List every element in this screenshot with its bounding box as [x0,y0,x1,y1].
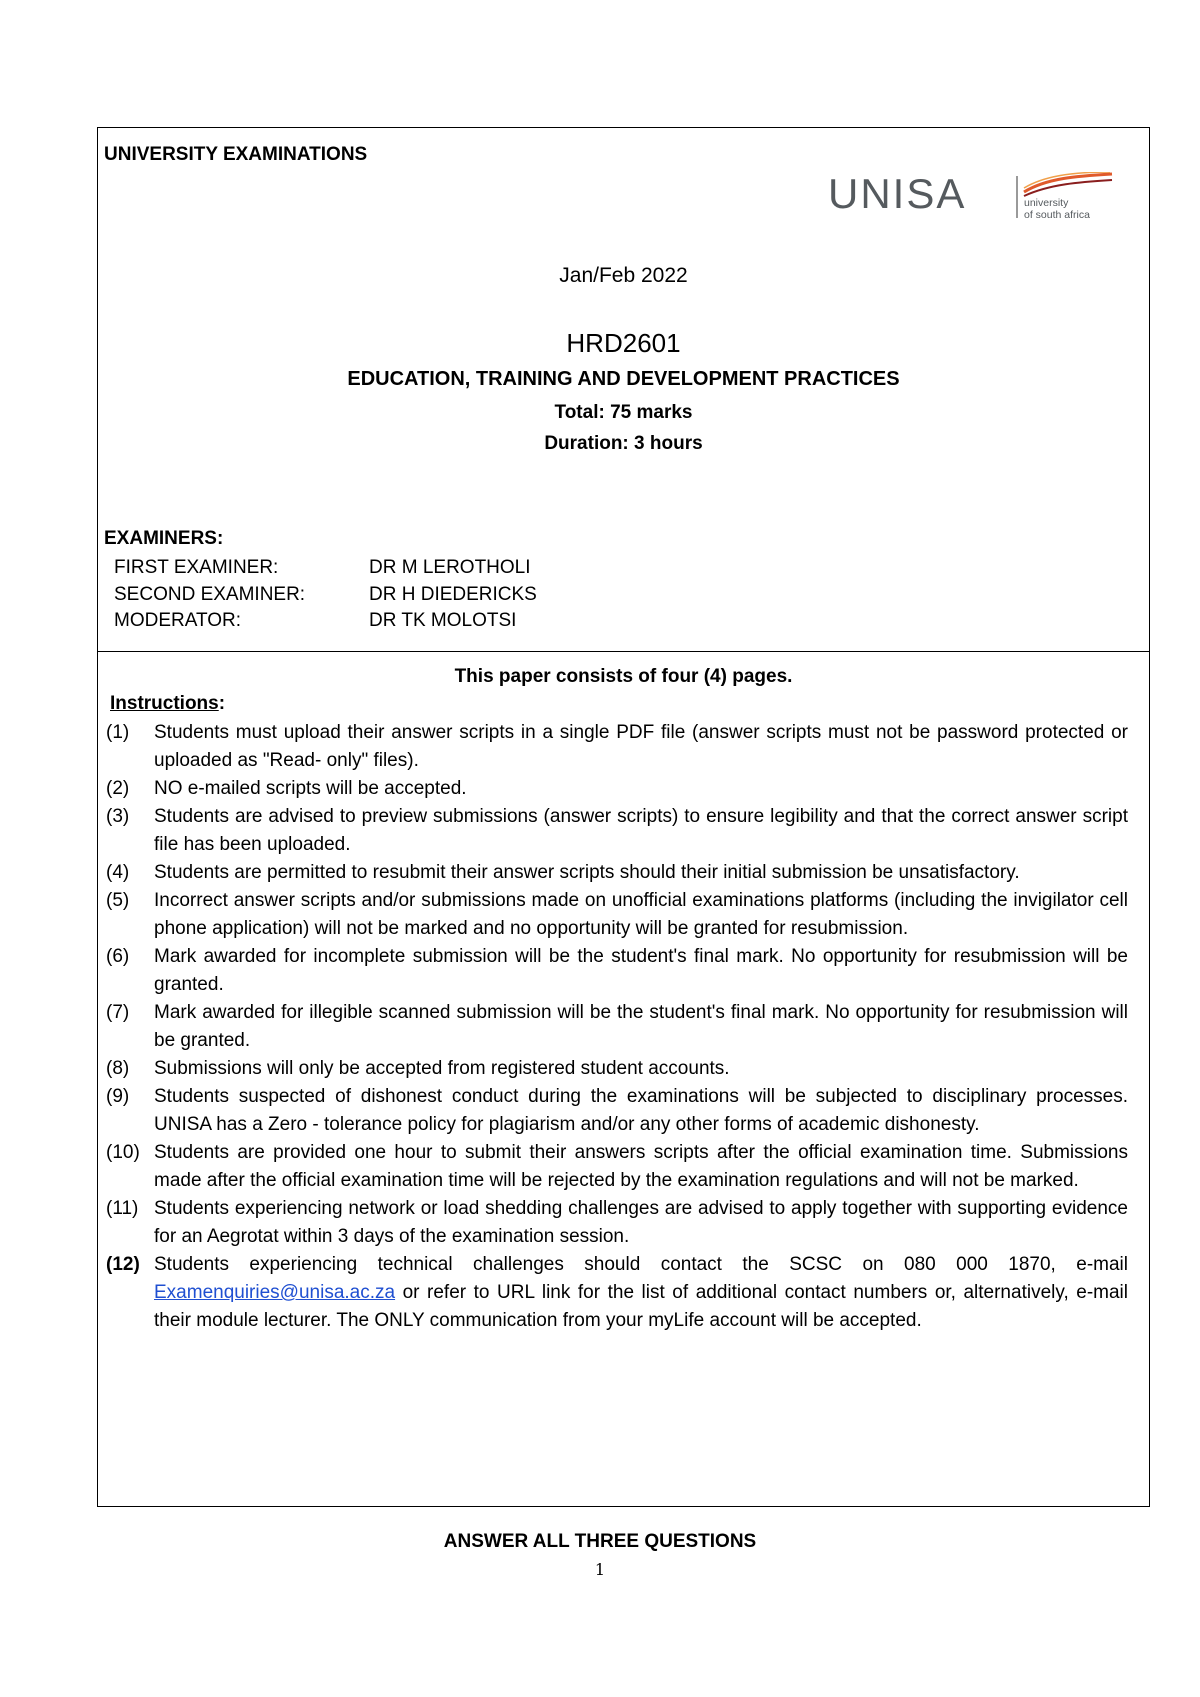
page-count-note: This paper consists of four (4) pages. [454,666,793,687]
item-number: (6) [106,946,130,967]
list-item [98,1139,1149,1195]
list-item [98,1083,1149,1139]
item12-text-before: Students experiencing technical challenges should contact the SCSC on 080 000 1870, e-mail [154,1254,1128,1275]
logo-divider [1016,176,1018,218]
item-text: Students experiencing network or load shedding challenges are advised to apply together with supporting evidence for an Aegrotat within 3 days of the examination session. [154,1198,1128,1247]
item-number: (3) [106,806,130,827]
item-text [154,1251,1128,1335]
item-text: Students are provided one hour to submit their answers scripts after the official examination time. Submissions made after the official examination time will be rejected by the examination regulations and will not be marked. [154,1142,1128,1191]
item-text: NO e-mailed scripts will be accepted. [154,778,467,799]
item-number: (12) [106,1254,140,1275]
instructions-box [97,651,1150,1507]
item12-text-after: or refer to URL link for the list of additional contact numbers or, alternatively, e-mail their module lecturer. The ONLY communication from your myLife account will be accepted. [154,1282,1128,1331]
list-item [98,1195,1149,1251]
item-text: Students are advised to preview submissions (answer scripts) to ensure legibility and that the correct answer script file has been uploaded. [154,806,1128,855]
unisa-logo [828,170,1118,230]
exam-duration: Duration: 3 hours [544,433,703,454]
instructions-heading [110,693,225,715]
exam-session: Jan/Feb 2022 [559,264,688,287]
list-item [98,775,1149,803]
logo-wordmark: UNISA [828,170,967,217]
module-title: EDUCATION, TRAINING AND DEVELOPMENT PRACTICES [347,368,900,390]
logo-subtitle [1024,197,1090,221]
item-text: Students suspected of dishonest conduct during the examinations will be subjected to disciplinary processes. UNISA has a Zero - tolerance policy for plagiarism and/or any other forms of academic dishonesty. [154,1086,1128,1135]
item-number: (10) [106,1142,140,1163]
logo-subtitle-line2: of south africa [1024,209,1090,221]
list-item [98,1251,1149,1335]
item-number: (5) [106,890,130,911]
moderator-name: DR TK MOLOTSI [369,610,517,631]
first-examiner-label: FIRST EXAMINER: [114,557,279,578]
item-number: (1) [106,722,130,743]
list-item [98,999,1149,1055]
exam-enquiries-email-link[interactable]: Examenquiries@unisa.ac.za [154,1282,396,1303]
examiners-heading: EXAMINERS: [104,528,224,549]
item-number: (7) [106,1002,130,1023]
item-text: Students must upload their answer scripts in a single PDF file (answer scripts must not be password protected or uploaded as "Read- only" files). [154,722,1128,771]
page-number: 1 [594,1560,606,1579]
module-code: HRD2601 [566,328,681,358]
item-text: Mark awarded for illegible scanned submission will be the student's final mark. No opportunity for resubmission will be granted. [154,1002,1128,1051]
item-number: (9) [106,1086,130,1107]
logo-subtitle-line1: university [1024,197,1069,209]
item-text: Students are permitted to resubmit their answer scripts should their initial submission be unsatisfactory. [154,862,1020,883]
list-item [98,1055,1149,1083]
list-item [98,859,1149,887]
item-text: Submissions will only be accepted from registered student accounts. [154,1058,730,1079]
item-number: (11) [106,1198,139,1219]
instructions-list [98,719,1149,1335]
list-item [98,719,1149,775]
item-number: (4) [106,862,130,883]
instructions-heading-colon: : [218,693,226,714]
instructions-heading-text: Instructions [110,693,219,714]
second-examiner-label: SECOND EXAMINER: [114,584,306,605]
logo-swoosh-icon [1022,172,1114,198]
total-marks: Total: 75 marks [554,402,693,423]
exam-header-box [97,127,1150,652]
list-item [98,943,1149,999]
item-text: Mark awarded for incomplete submission will be the student's final mark. No opportunity for resubmission will be granted. [154,946,1128,995]
list-item [98,887,1149,943]
list-item [98,803,1149,859]
answer-all-questions-note: ANSWER ALL THREE QUESTIONS [443,1531,757,1552]
item-text: Incorrect answer scripts and/or submissions made on unofficial examinations platforms (including the invigilator cell phone application) will not be marked and no opportunity will be granted for resubmission. [154,890,1128,939]
moderator-label: MODERATOR: [114,610,242,631]
second-examiner-name: DR H DIEDERICKS [369,584,537,605]
item-number: (8) [106,1058,130,1079]
first-examiner-name: DR M LEROTHOLI [369,557,531,578]
item-number: (2) [106,778,130,799]
university-examinations-label: UNIVERSITY EXAMINATIONS [104,144,368,165]
